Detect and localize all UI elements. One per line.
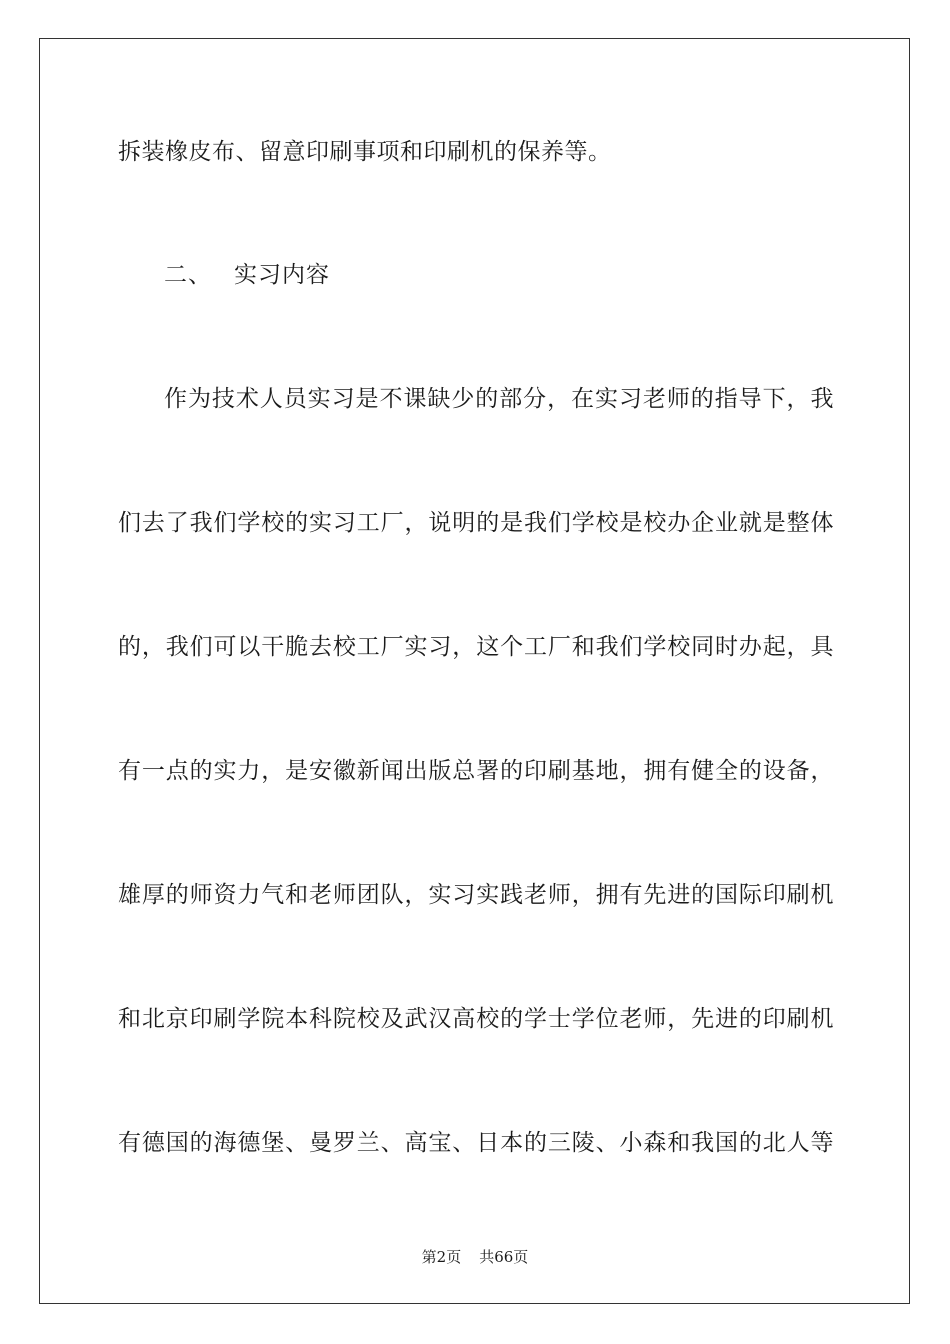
paragraph-line-8: 有德国的海德堡、曼罗兰、高宝、日本的三陵、小森和我国的北人等	[118, 1130, 834, 1156]
paragraph-line-4: 的，我们可以干脆去校工厂实习，这个工厂和我们学校同时办起，具	[118, 634, 834, 660]
paragraph-line-6: 雄厚的师资力气和老师团队，实习实践老师，拥有先进的国际印刷机	[118, 882, 834, 908]
paragraph-line-5: 有一点的实力，是安徽新闻出版总署的印刷基地，拥有健全的设备，	[118, 758, 834, 784]
total-pages: 共66页	[479, 1248, 529, 1266]
page-number: 第2页	[421, 1248, 462, 1266]
section-heading	[164, 260, 330, 290]
page-footer	[0, 1247, 950, 1267]
section-title: 实习内容	[234, 262, 330, 288]
paragraph-line-7: 和北京印刷学院本科院校及武汉高校的学士学位老师，先进的印刷机	[118, 1006, 834, 1032]
section-number: 二、	[164, 262, 212, 288]
paragraph-line-1: 拆装橡皮布、留意印刷事项和印刷机的保养等。	[118, 139, 612, 165]
paragraph-line-2: 作为技术人员实习是不课缺少的部分，在实习老师的指导下，我	[164, 386, 834, 412]
page-border	[39, 38, 910, 1304]
paragraph-line-3: 们去了我们学校的实习工厂，说明的是我们学校是校办企业就是整体	[118, 510, 834, 536]
